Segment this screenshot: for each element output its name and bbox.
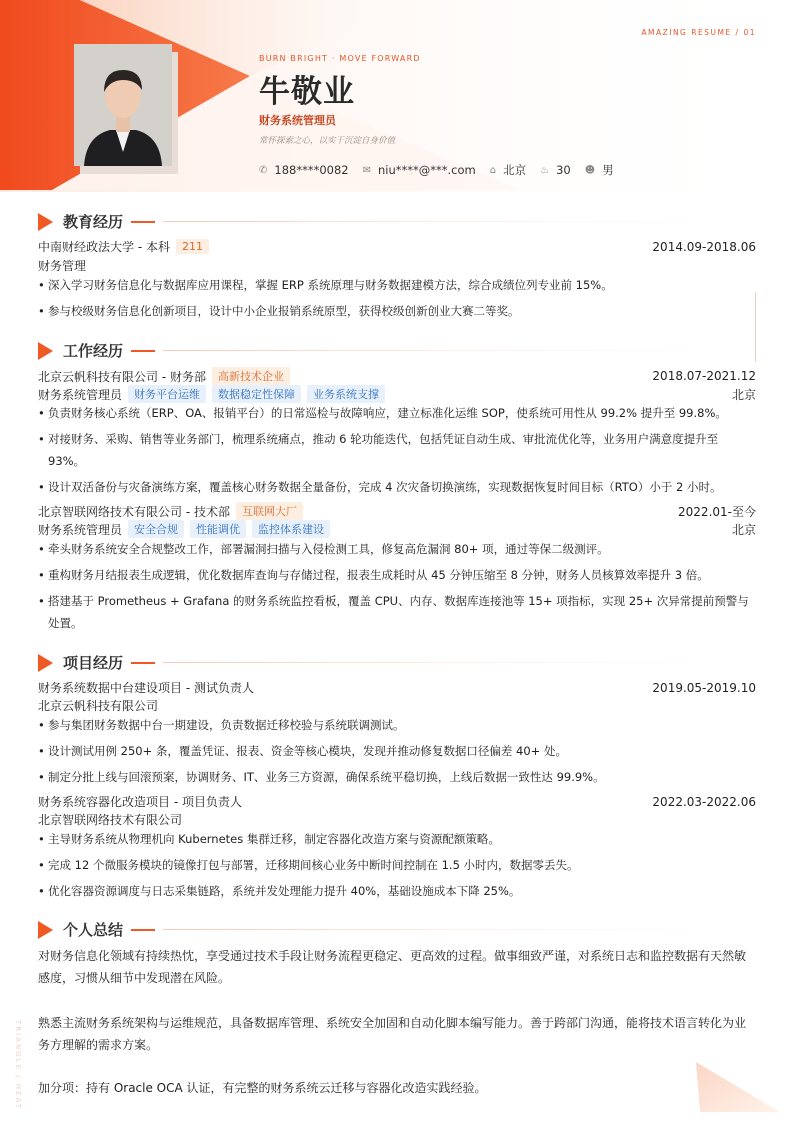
title-dash [131, 662, 155, 664]
work-period: 2022.01-至今 [678, 504, 756, 519]
list-item: • 参与校级财务信息化创新项目，设计中小企业报销系统原型，获得校级创新创业大赛二等奖。 [38, 300, 758, 322]
major: 财务管理 [38, 259, 87, 273]
list-item: • 参与集团财务数据中台一期建设，负责数据迁移校验与系统联调测试。 [38, 714, 758, 736]
section-work [38, 340, 713, 361]
work-period: 2018.07-2021.12 [652, 369, 756, 383]
project-period: 2019.05-2019.10 [652, 680, 756, 695]
work-title-row [38, 520, 756, 538]
skill-tag: 业务系统支撑 [307, 385, 385, 403]
project-header [38, 679, 756, 696]
job-role: 财务系统管理员 [259, 114, 336, 127]
section-projects [38, 652, 713, 673]
project-name: 财务系统容器化改造项目 - 项目负责人 [38, 795, 242, 809]
title-dash [131, 221, 155, 223]
corner-triangle [696, 1062, 780, 1112]
smile-icon: ☻ [584, 164, 596, 176]
right-accent-line [755, 292, 756, 362]
skill-tag: 性能调优 [190, 520, 246, 538]
company-name: 北京智联网络技术有限公司 - 技术部 [38, 504, 230, 519]
phone-number[interactable]: 188****0082 [274, 163, 349, 177]
age: 30 [556, 163, 571, 177]
company-tag: 互联网大厂 [236, 502, 303, 520]
profile-photo [74, 44, 172, 166]
project-company-row [38, 811, 756, 828]
list-item: • 对接财务、采购、销售等业务部门，梳理系统痛点，推动 6 轮功能迭代，包括凭证自动生成、审批流优化等，业务用户满意度提升至 93%。 [38, 428, 758, 472]
work-header [38, 502, 756, 520]
skill-tag: 监控体系建设 [252, 520, 330, 538]
school-tag: 211 [176, 239, 209, 254]
title-line [163, 350, 713, 351]
skill-tag: 数据稳定性保障 [212, 385, 301, 403]
list-item: • 完成 12 个微服务模块的镜像打包与部署，迁移期间核心业务中断时间控制在 1.5 小时内，数据零丢失。 [38, 854, 758, 876]
triangle-icon [38, 342, 53, 360]
section-summary [38, 919, 713, 940]
side-watermark: TRIANGLE / HEAT [14, 1020, 22, 1110]
triangle-icon [38, 654, 53, 672]
section-title: 工作经历 [63, 342, 124, 360]
list-item: • 优化容器资源调度与日志采集链路，系统并发处理能力提升 40%，基础设施成本下降 25%。 [38, 880, 758, 902]
list-item: • 制定分批上线与回滚预案，协调财务、IT、业务三方资源，确保系统平稳切换，上线后数据一致性达 99.9%。 [38, 766, 758, 788]
project-header [38, 793, 756, 810]
company-tag: 高新技术企业 [212, 367, 290, 385]
home-icon: ⌂ [489, 164, 497, 176]
triangle-icon [38, 213, 53, 231]
work-location: 北京 [731, 522, 756, 537]
list-item: • 设计测试用例 250+ 条，覆盖凭证、报表、资金等核心模块，发现并推动修复数据口径偏差 40+ 处。 [38, 740, 758, 762]
education-header [38, 238, 756, 255]
person-avatar-icon [74, 44, 172, 166]
list-item: • 负责财务核心系统（ERP、OA、报销平台）的日常巡检与故障响应，建立标准化运维 SOP，使系统可用性从 99.2% 提升至 99.8%。 [38, 402, 758, 424]
list-item: • 主导财务系统从物理机向 Kubernetes 集群迁移，制定容器化改造方案与资源配额策略。 [38, 828, 758, 850]
job-title: 财务系统管理员 [38, 522, 123, 537]
job-title: 财务系统管理员 [38, 387, 123, 402]
resume-topline: AMAZING RESUME / 01 [641, 28, 756, 37]
work-location: 北京 [731, 387, 756, 402]
summary-paragraph: 对财务信息化领域有持续热忱，享受通过技术手段让财务流程更稳定、更高效的过程。做事细致严谨，对系统日志和监控数据有天然敏感度，习惯从细节中发现潜在风险。 [38, 949, 747, 985]
list-item: • 搭建基于 Prometheus + Grafana 的财务系统监控看板，覆盖 CPU、内存、数据库连接池等 15+ 项指标，实现 25+ 次异常提前预警与处置。 [38, 590, 758, 634]
project-name: 财务系统数据中台建设项目 - 测试负责人 [38, 681, 254, 695]
work-header [38, 367, 756, 385]
phone-icon: ✆ [259, 164, 268, 176]
gender: 男 [602, 163, 614, 177]
summary-paragraph: 熟悉主流财务系统架构与运维规范，具备数据库管理、系统安全加固和自动化脚本编写能力。善于跨部门沟通，能将技术语言转化为业务方理解的需求方案。 [38, 1016, 747, 1052]
mail-icon: ✉ [362, 164, 371, 176]
list-item: • 重构财务月结报表生成逻辑，优化数据库查询与存储过程，报表生成耗时从 45 分钟压缩至 8 分钟，财务人员核算效率提升 3 倍。 [38, 564, 758, 586]
education-period: 2014.09-2018.06 [652, 239, 756, 254]
project-company: 北京智联网络技术有限公司 [38, 813, 183, 827]
work-title-row [38, 385, 756, 403]
list-item: • 深入学习财务信息化与数据库应用课程，掌握 ERP 系统原理与财务数据建模方法，综合成绩位列专业前 15%。 [38, 274, 758, 296]
skill-tag: 安全合规 [128, 520, 184, 538]
title-line [163, 929, 713, 930]
tagline: BURN BRIGHT · MOVE FORWARD [259, 54, 421, 63]
list-item: • 牵头财务系统安全合规整改工作，部署漏洞扫描与入侵检测工具，修复高危漏洞 80+ 项，通过等保二级测评。 [38, 538, 758, 560]
title-line [163, 662, 713, 663]
education-major-row [38, 257, 756, 274]
section-title: 教育经历 [63, 213, 124, 231]
section-title: 个人总结 [63, 921, 124, 939]
email-address[interactable]: niu****@***.com [378, 163, 476, 177]
school-name: 中南财经政法大学 - 本科 [38, 240, 170, 254]
triangle-icon [38, 921, 53, 939]
summary-paragraph: 加分项：持有 Oracle OCA 认证，有完整的财务系统云迁移与容器化改造实践经验。 [38, 1081, 487, 1095]
company-name: 北京云帆科技有限公司 - 财务部 [38, 369, 206, 384]
contact-bar [259, 162, 628, 178]
section-title: 项目经历 [63, 654, 124, 672]
project-period: 2022.03-2022.06 [652, 794, 756, 809]
section-education [38, 211, 713, 232]
city: 北京 [503, 163, 527, 177]
title-line [163, 221, 713, 222]
cake-icon: ♨ [540, 164, 550, 176]
motto: 常怀探索之心，以实干沉淀自身价值 [259, 136, 396, 146]
candidate-name: 牛敬业 [259, 74, 355, 110]
skill-tag: 财务平台运维 [128, 385, 206, 403]
list-item: • 设计双活备份与灾备演练方案，覆盖核心财务数据全量备份，完成 4 次灾备切换演练，实现数据恢复时间目标（RTO）小于 2 小时。 [38, 476, 758, 498]
project-company-row [38, 697, 756, 714]
project-company: 北京云帆科技有限公司 [38, 699, 159, 713]
title-dash [131, 350, 155, 352]
title-dash [131, 929, 155, 931]
